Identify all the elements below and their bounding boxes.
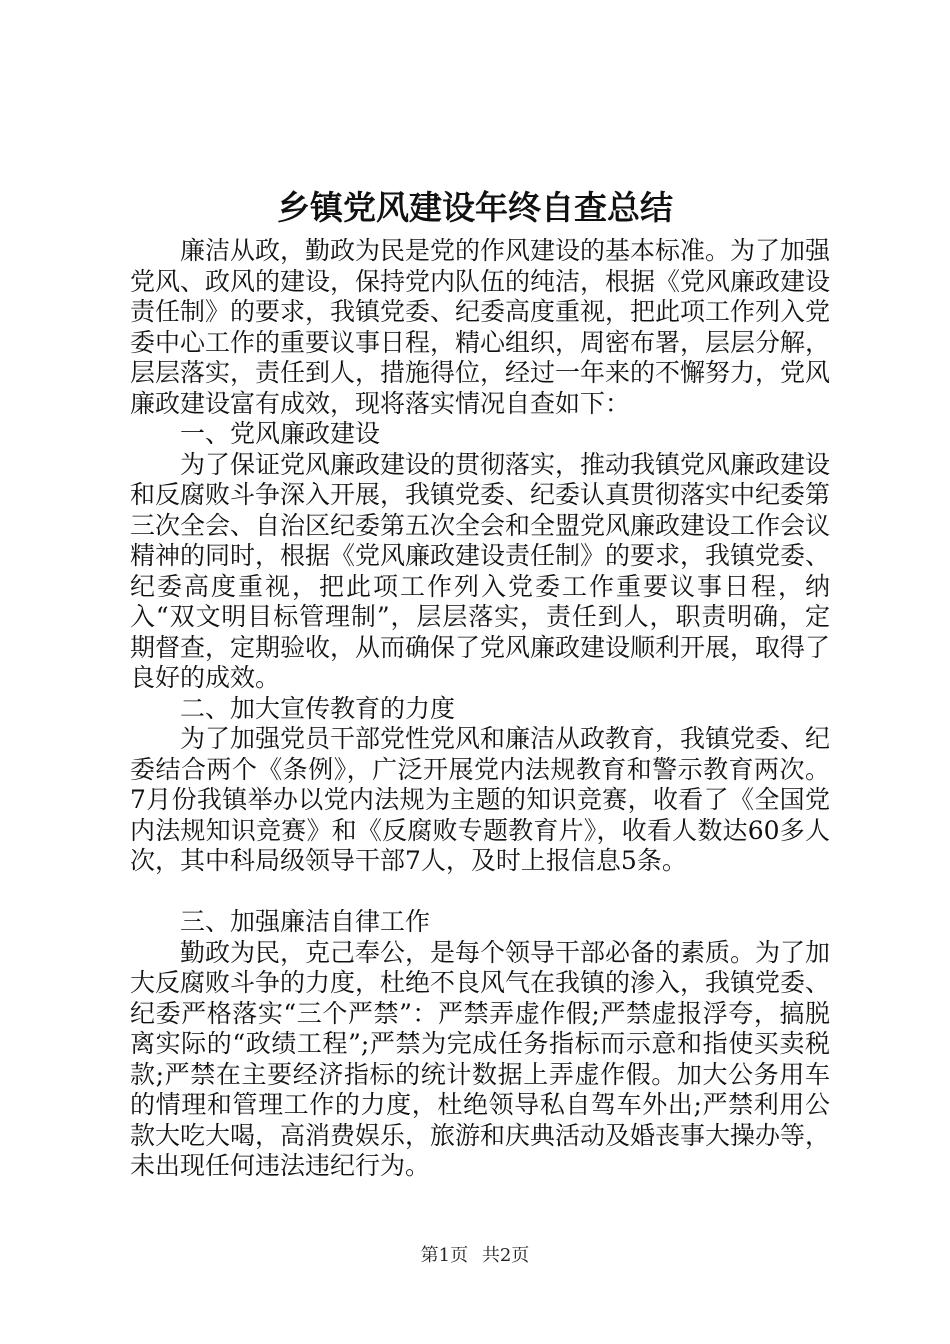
document-title: 乡镇党风建设年终自查总结 xyxy=(277,188,673,227)
page-number-total: 共2页 xyxy=(481,1245,530,1266)
intro-paragraph: 廉洁从政，勤政为民是党的作风建设的基本标准。为了加强党风、政风的建设，保持党内队伍的纯洁，根据《党风廉政建设责任制》的要求，我镇党委、纪委高度重视，把此项工作列入党委中心工作的重要议事日程，精心组织，周密布署，层层分解，层层落实，责任到人，措施得位，经过一年来的不懈努力，党风廉政建设富有成效，现将落实情况自查如下： xyxy=(130,236,831,418)
paragraph-spacer xyxy=(130,877,830,908)
section-paragraph-2: 为了加强党员干部党性党风和廉洁从政教育，我镇党委、纪委结合两个《条例》，广泛开展党内法规教育和警示教育两次。7月份我镇举办以党内法规为主题的知识竞赛，收看了《全国党内法规知识竞赛》和《反腐败专题教育片》，收看人数达60多人次，其中科局级领导干部7人，及时上报信息5条。 xyxy=(130,724,831,875)
page-number-current: 第1页 xyxy=(420,1245,469,1266)
page-footer xyxy=(0,1244,950,1268)
section-heading-3: 三、加强廉洁自律工作 xyxy=(180,907,431,936)
section-heading-2: 二、加大宣传教育的力度 xyxy=(180,693,456,723)
section-paragraph-3: 勤政为民，克己奉公，是每个领导干部必备的素质。为了加大反腐败斗争的力度，杜绝不良风气在我镇的渗入，我镇党委、纪委严格落实“三个严禁”：严禁弄虚作假;严禁虚报浮夸，搞脱离实际的“政绩工程”;严禁为完成任务指标而示意和指使买卖税款;严禁在主要经济指标的统计数据上弄虚作假。加大公务用车的情理和管理工作的力度，杜绝领导私自驾车外出;严禁利用公款大吃大喝，高消费娱乐，旅游和庆典活动及婚丧事大操办等，未出现任何违法违纪行为。 xyxy=(130,937,831,1180)
section-paragraph-1: 为了保证党风廉政建设的贯彻落实，推动我镇党风廉政建设和反腐败斗争深入开展，我镇党委、纪委认真贯彻落实中纪委第三次全会、自治区纪委第五次全会和全盟党风廉政建设工作会议精神的同时，根据《党风廉政建设责任制》的要求，我镇党委、纪委高度重视，把此项工作列入党委工作重要议事日程，纳入“双文明目标管理制”，层层落实，责任到人，职责明确，定期督查，定期验收，从而确保了党风廉政建设顺利开展，取得了良好的成效。 xyxy=(130,449,831,692)
document-body xyxy=(130,236,830,1182)
section-heading-1: 一、党风廉政建设 xyxy=(180,419,381,448)
